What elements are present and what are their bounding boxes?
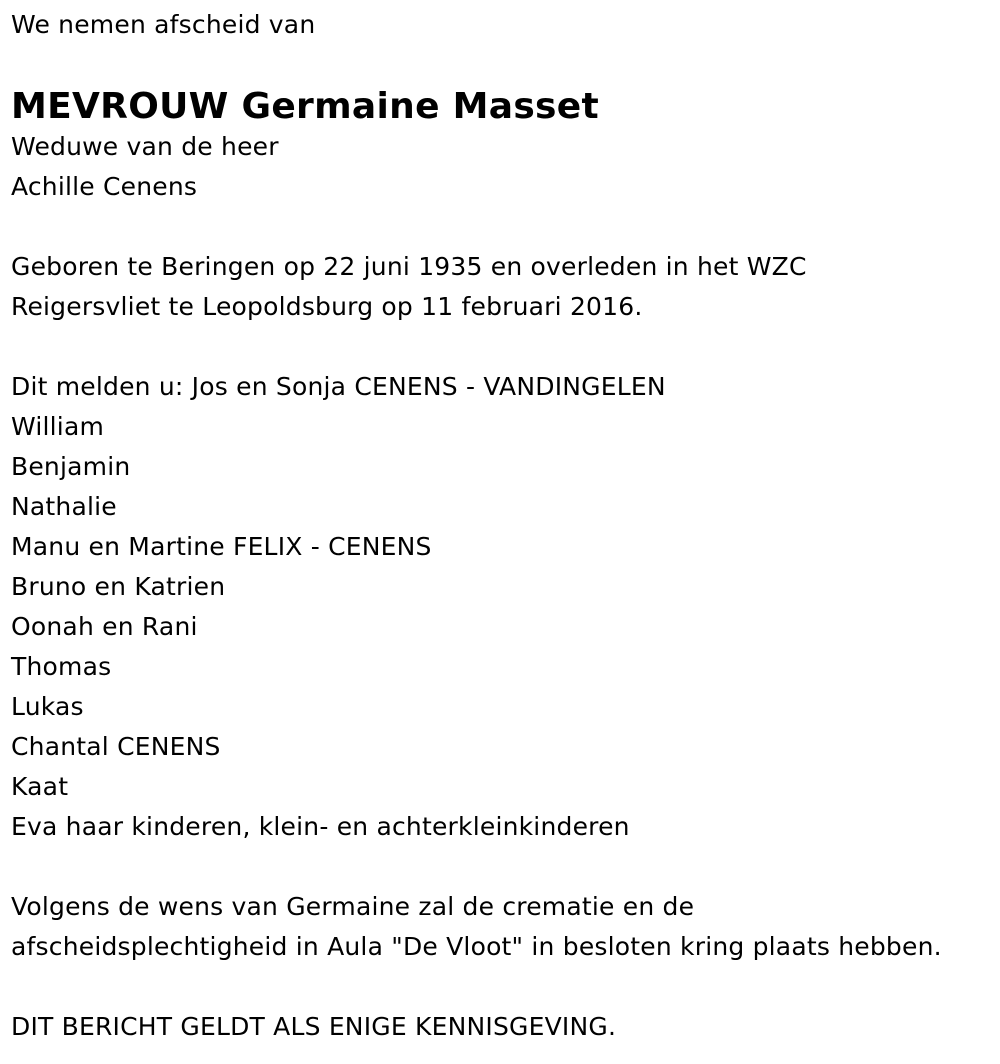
- deceased-name: MEVROUW Germaine Masset: [11, 86, 600, 127]
- spacer: [11, 967, 991, 1007]
- family-line: Nathalie: [11, 492, 117, 521]
- family-line: Dit melden u: Jos en Sonja CENENS - VANDINGELEN: [11, 372, 666, 401]
- ceremony-line: afscheidsplechtigheid in Aula "De Vloot" in besloten kring plaats hebben.: [11, 932, 942, 961]
- family-line: Kaat: [11, 772, 69, 801]
- family-list: [11, 367, 991, 847]
- ceremony-section: [11, 887, 991, 967]
- birth-death-line: Reigersvliet te Leopoldsburg op 11 februari 2016.: [11, 292, 643, 321]
- closing-text: DIT BERICHT GELDT ALS ENIGE KENNISGEVING.: [11, 1012, 617, 1041]
- spacer: [11, 207, 991, 247]
- spacer: [11, 327, 991, 367]
- spacer: [11, 847, 991, 887]
- family-line: Eva haar kinderen, klein- en achterkleinkinderen: [11, 812, 630, 841]
- family-line: Oonah en Rani: [11, 612, 198, 641]
- birth-death-line: Geboren te Beringen op 22 juni 1935 en overleden in het WZC: [11, 252, 807, 281]
- death-notice: [11, 5, 991, 1047]
- intro-text: We nemen afscheid van: [11, 10, 316, 39]
- spouse-line: Achille Cenens: [11, 172, 198, 201]
- spouse-section: [11, 127, 991, 207]
- family-line: Chantal CENENS: [11, 732, 221, 761]
- family-line: Bruno en Katrien: [11, 572, 226, 601]
- birth-death-section: [11, 247, 991, 327]
- family-line: Lukas: [11, 692, 84, 721]
- spouse-line: Weduwe van de heer: [11, 132, 279, 161]
- family-line: Benjamin: [11, 452, 131, 481]
- family-line: Manu en Martine FELIX - CENENS: [11, 532, 432, 561]
- family-line: Thomas: [11, 652, 112, 681]
- ceremony-line: Volgens de wens van Germaine zal de crematie en de: [11, 892, 695, 921]
- family-line: William: [11, 412, 105, 441]
